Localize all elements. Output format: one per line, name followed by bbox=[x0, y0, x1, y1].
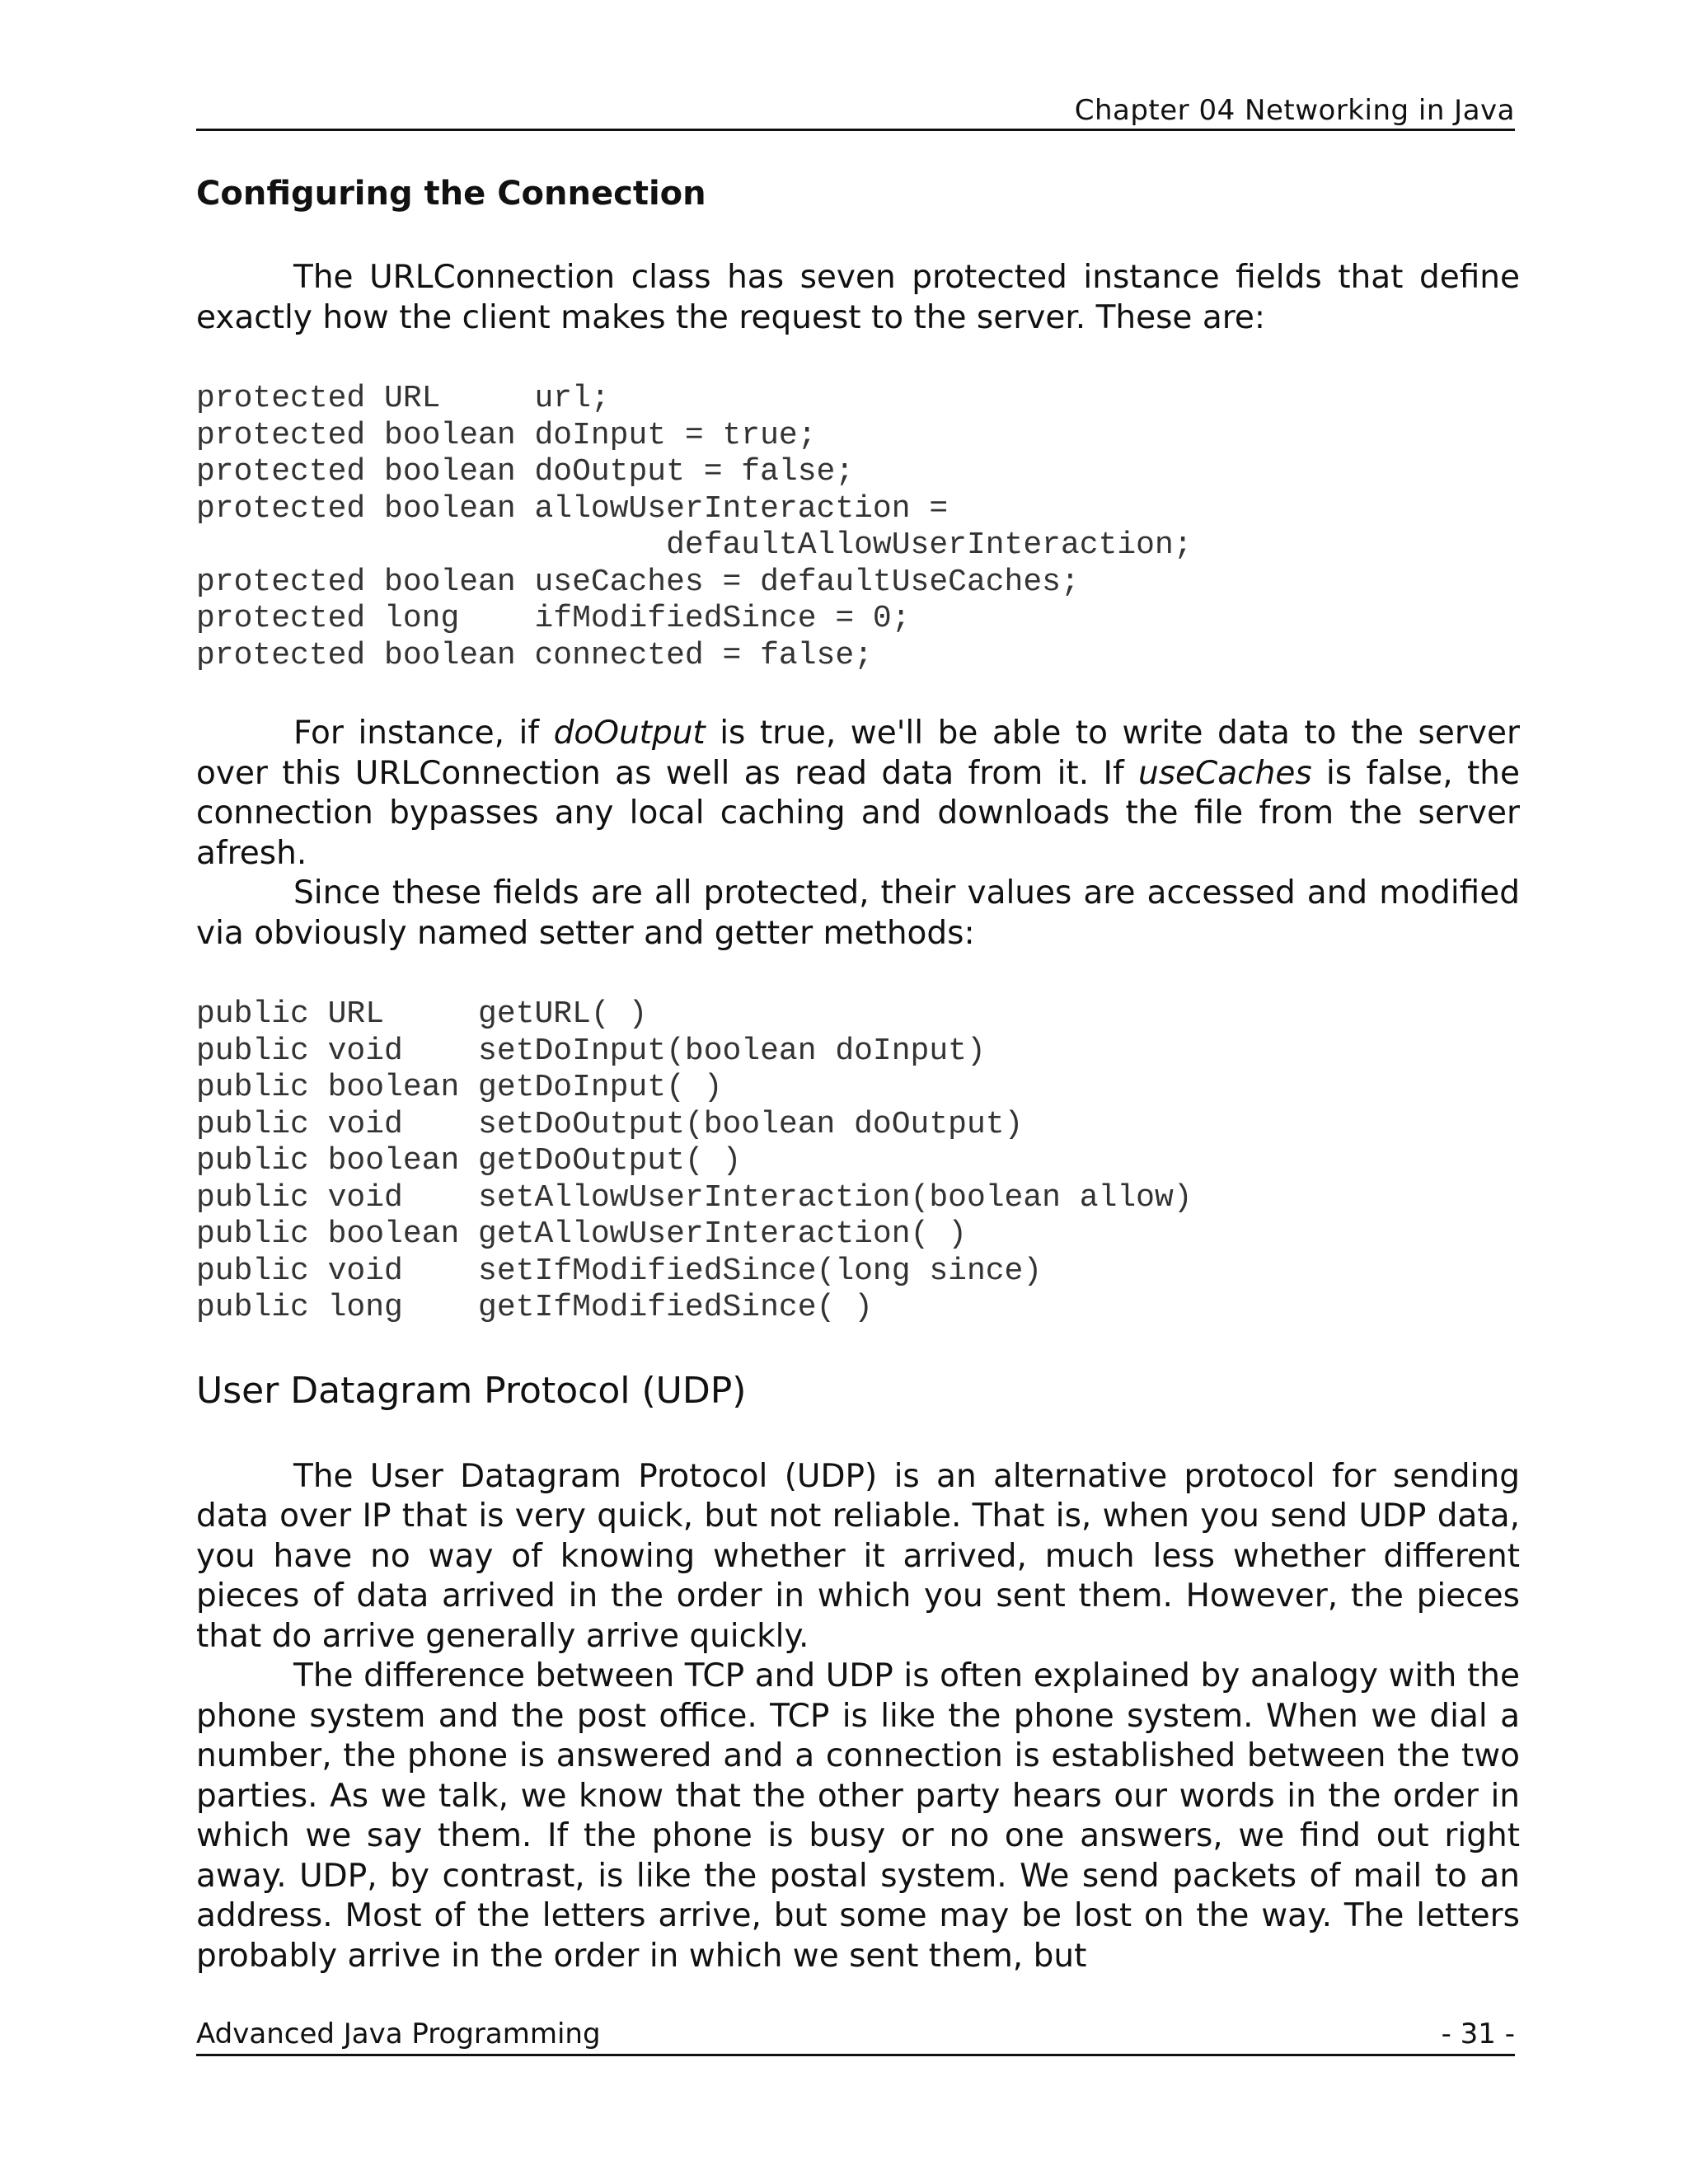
paragraph-udp-definition: The User Datagram Protocol (UDP) is an alternative protocol for sending data over IP that is very quick, but not reliable. That is, when you send UDP data, you have no way of knowing whether it arrived, much less whether different pieces of data arrived in the order in which you sent them. However, the pieces that do arrive generally arrive quickly. bbox=[196, 1457, 1520, 1655]
spacer bbox=[196, 1327, 1520, 1366]
running-footer bbox=[196, 2014, 1515, 2056]
spacer bbox=[196, 954, 1520, 996]
code-block-accessor-methods: public URL getURL( ) public void setDoInput(boolean doInput) public boolean getDoInput( ) public void setDoOutput(boolean doOutput) public boolean getDoOutput( ) public void setAllowUserInteraction(boolean allow) public boolean getAllowUserInteraction( ) public void setIfModifiedSince(long since) public long getIfModifiedSince( ) bbox=[196, 996, 1193, 1325]
page-body bbox=[196, 165, 1520, 1976]
section-heading-udp: User Datagram Protocol (UDP) bbox=[196, 1369, 747, 1412]
running-header-title: Chapter 04 Networking in Java bbox=[1074, 94, 1515, 127]
running-header bbox=[196, 92, 1515, 131]
emphasis-dooutput: doOutput bbox=[553, 715, 706, 752]
spacer bbox=[196, 1416, 1520, 1457]
code-block-protected-fields: protected URL url; protected boolean doInput = true; protected boolean doOutput = false; protected boolean allowUserInteraction = defaultAllowUserInteraction; protected boolean useCaches = defaultUseCaches; protected long ifModifiedSince = 0; protected boolean connected = false; bbox=[196, 381, 1193, 673]
paragraph-dooutput-usecaches bbox=[196, 714, 1520, 874]
footer-page-number: - 31 - bbox=[1441, 2018, 1515, 2050]
text-run: is true, we'll be able to write data to the server over this URLConnection as well as read data from it. If bbox=[196, 715, 1520, 792]
spacer bbox=[196, 218, 1520, 258]
paragraph-urlconnection-intro: The URLConnection class has seven protected instance fields that define exactly how the client makes the request to the server. These are: bbox=[196, 259, 1520, 336]
spacer bbox=[196, 338, 1520, 381]
paragraph-setter-getter-intro: Since these fields are all protected, their values are accessed and modified via obviously named setter and getter methods: bbox=[196, 874, 1520, 952]
paragraph-tcp-udp-analogy: The difference between TCP and UDP is often explained by analogy with the phone system and the post office. TCP is like the phone system. When we dial a number, the phone is answered and a connection is established between the two parties. As we talk, we know that the other party hears our words in the order in which we say them. If the phone is busy or no one answers, we find out right away. UDP, by contrast, is like the postal system. We send packets of mail to an address. Most of the letters arrive, but some may be lost on the way. The letters probably arrive in the order in which we sent them, but bbox=[196, 1657, 1520, 1975]
emphasis-usecaches: useCaches bbox=[1138, 754, 1312, 792]
footer-book-title: Advanced Java Programming bbox=[196, 2018, 601, 2050]
section-heading-configuring-connection: Configuring the Connection bbox=[196, 175, 706, 213]
spacer bbox=[196, 674, 1520, 714]
text-run: is false, the connection bypasses any local caching and downloads the file from the server afresh. bbox=[196, 754, 1520, 872]
text-run: For instance, if bbox=[293, 715, 554, 752]
